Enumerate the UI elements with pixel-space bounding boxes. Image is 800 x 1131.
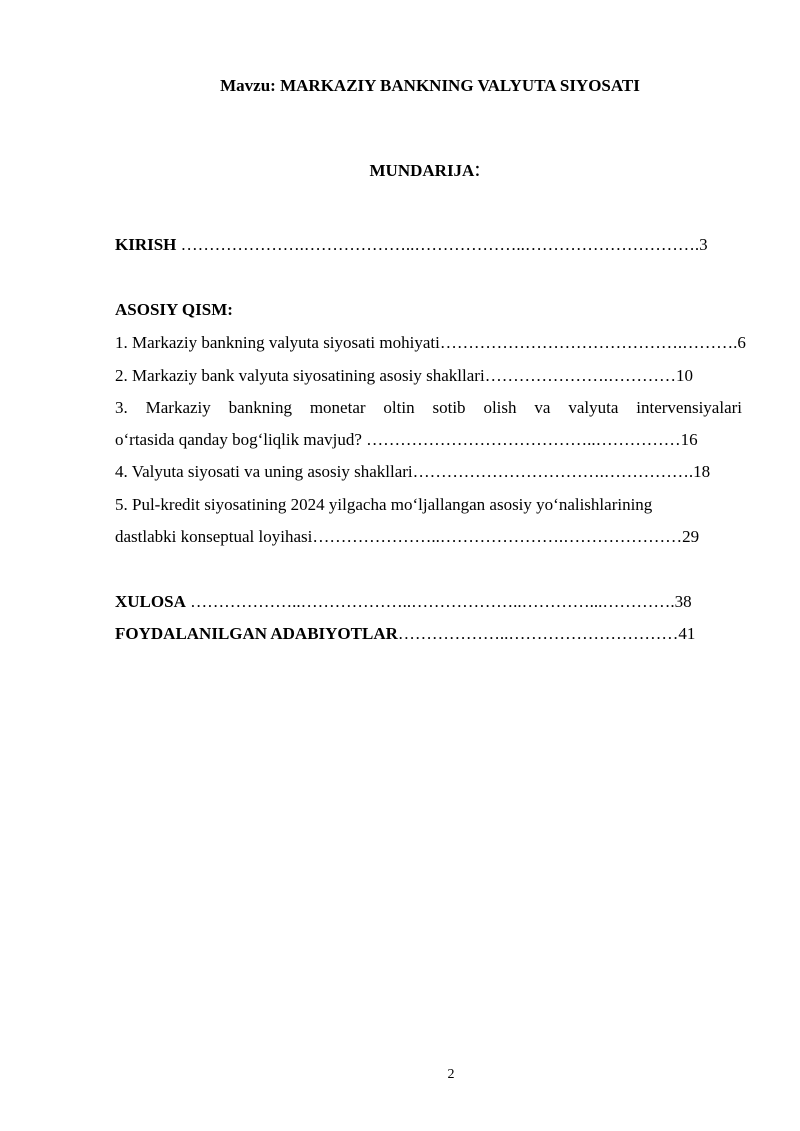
toc-entry-2-leader: ………………….………… — [484, 366, 676, 385]
toc-entry-conclusion-page: .38 — [670, 592, 692, 611]
toc-entry-3-text: o‘rtasida qanday bog‘liqlik mavjud? — [115, 430, 367, 449]
toc-entry-4 — [115, 462, 742, 482]
toc-entry-intro-label: KIRISH — [115, 235, 177, 254]
toc-entry-intro-leader: ………………….………………..………………..…………………………. — [176, 235, 700, 254]
toc-entry-conclusion — [115, 592, 742, 612]
toc-entry-1-text: 1. Markaziy bankning valyuta siyosati mohiyati — [115, 333, 440, 352]
toc-entry-5-page: 29 — [682, 527, 700, 546]
toc-entry-references — [115, 624, 742, 644]
document-topic: Mavzu: MARKAZIY BANKNING VALYUTA SIYOSATI — [220, 76, 640, 95]
toc-title-text: MUNDARIJA — [369, 161, 475, 180]
toc-entry-3-leader: …………………………………..…………… — [366, 430, 681, 449]
toc-entry-5-text: dastlabki konseptual loyihasi — [115, 527, 313, 546]
toc-entry-5-line2 — [115, 527, 742, 547]
toc-entry-4-page: .18 — [688, 462, 711, 481]
toc-entry-2-page: 10 — [675, 366, 693, 385]
toc-title — [0, 156, 800, 182]
toc-entry-1 — [115, 333, 746, 353]
toc-entry-1-page: .6 — [733, 333, 746, 352]
toc-entry-references-leader: ………………..………………………… — [397, 624, 679, 643]
toc-entry-conclusion-label: XULOSA — [115, 592, 186, 611]
toc-title-colon: : — [474, 156, 481, 181]
toc-entry-2-text: 2. Markaziy bank valyuta siyosatining asosiy shakllari — [115, 366, 485, 385]
page-number: 2 — [447, 1067, 455, 1082]
toc-entry-1-leader: …………………………………….……… — [439, 333, 734, 352]
toc-entry-intro — [115, 235, 742, 255]
toc-entry-2 — [115, 366, 742, 386]
toc-entry-4-text: 4. Valyuta siyosati va uning asosiy shakllari — [115, 462, 413, 481]
toc-entry-3-page: 16 — [680, 430, 698, 449]
toc-entry-references-page: 41 — [678, 624, 696, 643]
toc-entry-5-line1: 5. Pul-kredit siyosatining 2024 yilgacha mo‘ljallangan asosiy yo‘nalishlarining — [115, 495, 653, 514]
toc-entry-4-leader: …………………………….…………… — [412, 462, 689, 481]
toc-entry-intro-page: 3 — [699, 235, 708, 254]
toc-entry-3-line2 — [115, 430, 742, 450]
toc-entry-5-leader: …………………..………………….………………… — [312, 527, 683, 546]
toc-entry-references-label: FOYDALANILGAN ADABIYOTLAR — [115, 624, 398, 643]
toc-entry-conclusion-leader: ………………..………………..………………..…………...………… — [185, 592, 671, 611]
main-section-heading: ASOSIY QISM: — [115, 300, 233, 319]
toc-entry-3-line1: 3. Markaziy bankning monetar oltin sotib olish va valyuta intervensiyalari — [115, 398, 742, 417]
